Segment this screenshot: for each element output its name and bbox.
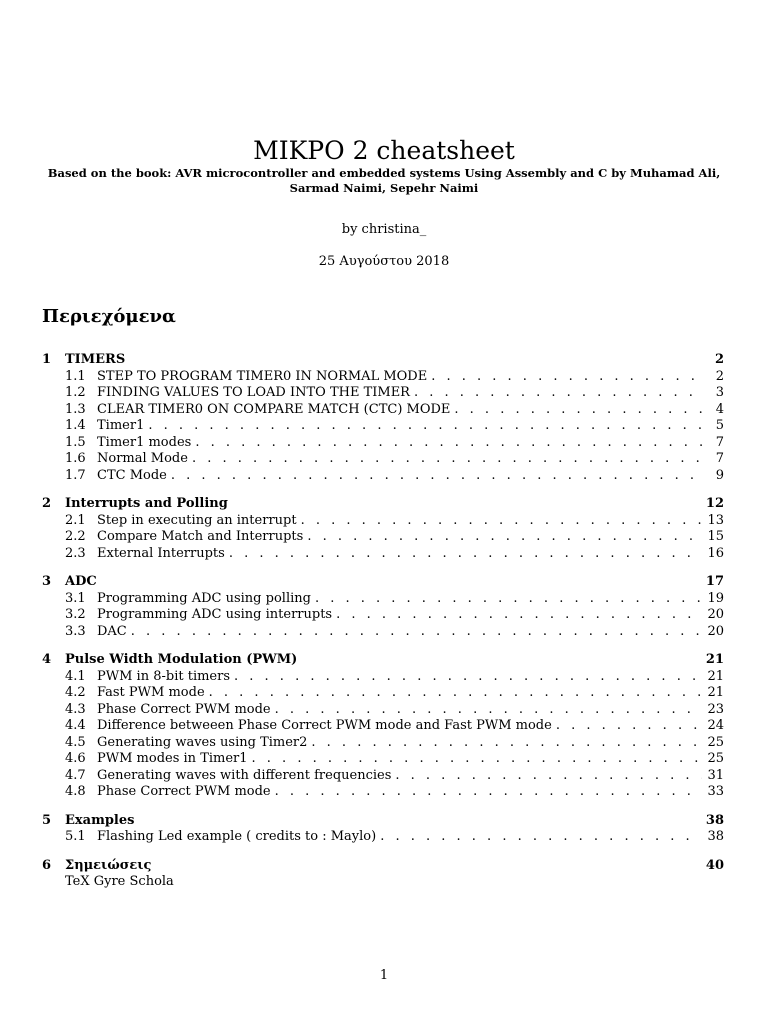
toc-dot-leader bbox=[311, 735, 702, 752]
toc-page-number: 21 bbox=[707, 685, 724, 700]
toc-entry-number: 3.1 bbox=[65, 590, 86, 606]
toc-page-number: 9 bbox=[715, 467, 724, 483]
toc-dot-leader bbox=[414, 385, 702, 402]
toc-section-number: 6 bbox=[42, 857, 52, 873]
toc-section-number: 2 bbox=[42, 496, 52, 511]
toc-dot-leader bbox=[209, 685, 702, 702]
toc-entry[interactable] bbox=[42, 468, 724, 485]
toc-section-entry[interactable] bbox=[42, 652, 724, 669]
page-number: 1 bbox=[379, 968, 389, 983]
toc-page-number: 3 bbox=[715, 385, 724, 400]
toc-dot-leader bbox=[234, 669, 702, 686]
toc-entry-number: 3.3 bbox=[65, 623, 86, 639]
toc-entry-title: Normal Mode bbox=[97, 451, 188, 466]
toc-entry-title: Generating waves with different frequencies bbox=[97, 767, 392, 783]
toc-section-title: Pulse Width Modulation (PWM) bbox=[65, 652, 298, 667]
toc-page-number: 16 bbox=[707, 545, 724, 561]
toc-page-number: 21 bbox=[707, 668, 724, 684]
toc-dot-leader bbox=[275, 702, 702, 719]
document-author: by christina_ bbox=[341, 222, 427, 237]
toc-entry-title: FINDING VALUES TO LOAD INTO THE TIMER bbox=[97, 385, 410, 400]
toc-entry-number: 1.6 bbox=[65, 451, 86, 466]
toc-section bbox=[42, 574, 724, 640]
toc-entry-number: 1.7 bbox=[65, 467, 86, 483]
toc-entry[interactable] bbox=[42, 435, 724, 452]
toc-entry[interactable] bbox=[42, 735, 724, 752]
toc-entry-number: 4.5 bbox=[65, 734, 86, 750]
toc-dot-leader bbox=[556, 718, 702, 735]
toc-entry-number: 4.7 bbox=[65, 767, 86, 783]
toc-page-number: 23 bbox=[707, 701, 724, 717]
toc-entry-number: 4.4 bbox=[65, 718, 86, 733]
toc-page-number: 7 bbox=[715, 451, 724, 466]
toc-entry-title: Compare Match and Interrupts bbox=[97, 529, 304, 544]
toc-entry[interactable] bbox=[42, 624, 724, 641]
toc-entry[interactable] bbox=[42, 685, 724, 702]
toc-entry[interactable] bbox=[42, 513, 724, 530]
toc-dot-leader bbox=[395, 768, 702, 785]
toc-page-number: 17 bbox=[705, 574, 724, 589]
toc-heading: Περιεχόμενα bbox=[42, 306, 176, 327]
toc-entry-number: 2.2 bbox=[65, 529, 86, 544]
toc-section-number: 4 bbox=[42, 652, 52, 667]
toc-section bbox=[42, 496, 724, 562]
document-date: 25 Αυγούστου 2018 bbox=[318, 254, 450, 269]
toc-dot-leader bbox=[301, 513, 702, 530]
toc-entry-number: 2.3 bbox=[65, 545, 86, 561]
toc-section-entry[interactable] bbox=[42, 352, 724, 369]
toc-page-number: 38 bbox=[707, 829, 724, 844]
toc-entry[interactable] bbox=[42, 768, 724, 785]
toc-entry-title: External Interrupts bbox=[97, 545, 225, 561]
toc-entry-number: 3.2 bbox=[65, 607, 86, 622]
toc-entry-title: PWM modes in Timer1 bbox=[97, 751, 248, 766]
toc-entry-number: 4.3 bbox=[65, 701, 86, 717]
toc-section-entry[interactable] bbox=[42, 496, 724, 513]
toc-entry-title: PWM in 8-bit timers bbox=[97, 668, 231, 684]
toc-entry-title: Fast PWM mode bbox=[97, 685, 205, 700]
toc-section-number: 3 bbox=[42, 574, 52, 589]
toc-page-number: 21 bbox=[705, 652, 724, 667]
toc-entry[interactable] bbox=[42, 451, 724, 468]
toc-dot-leader bbox=[171, 468, 702, 485]
toc-page-number: 38 bbox=[705, 812, 724, 828]
toc-dot-leader bbox=[275, 784, 702, 801]
toc-entry-number: 1.1 bbox=[65, 368, 86, 384]
toc-entry[interactable] bbox=[42, 784, 724, 801]
toc-page-number: 31 bbox=[707, 767, 724, 783]
toc-page-number: 2 bbox=[714, 352, 724, 367]
toc-dot-leader bbox=[148, 418, 702, 435]
toc-page-number: 20 bbox=[707, 623, 724, 639]
toc-entry-title: Timer1 bbox=[97, 418, 145, 433]
toc-entry-title: DAC bbox=[97, 623, 127, 639]
toc-entry-title: STEP TO PROGRAM TIMER0 IN NORMAL MODE bbox=[97, 368, 428, 384]
toc-dot-leader bbox=[380, 829, 702, 846]
toc-dot-leader bbox=[131, 624, 702, 641]
toc-entry-number: 4.2 bbox=[65, 685, 86, 700]
title-block bbox=[0, 136, 768, 196]
toc-entry-number: 1.2 bbox=[65, 385, 86, 400]
toc-dot-leader bbox=[229, 546, 702, 563]
toc-page-number: 33 bbox=[707, 784, 724, 799]
toc-entry-title: Flashing Led example ( credits to : Maylo) bbox=[97, 829, 377, 844]
toc-dot-leader bbox=[192, 451, 702, 468]
toc-entry[interactable] bbox=[42, 385, 724, 402]
toc-entry[interactable] bbox=[42, 718, 724, 735]
toc-page-number: 7 bbox=[715, 434, 724, 450]
toc-entry[interactable] bbox=[42, 829, 724, 846]
toc-page-number: 20 bbox=[707, 607, 724, 622]
toc-dot-leader bbox=[336, 607, 702, 624]
toc-section-title: Interrupts and Polling bbox=[65, 496, 228, 511]
document-subtitle: Based on the book: AVR microcontroller and embedded systems Using Assembly and C by Muhamad Ali, Sarmad Naimi, Sepehr Naimi bbox=[47, 166, 721, 195]
toc-section-entry[interactable] bbox=[42, 813, 724, 830]
toc-page-number: 40 bbox=[705, 857, 724, 873]
toc-section-title: Σημειώσεις bbox=[65, 857, 152, 873]
toc-entry-title: Step in executing an interrupt bbox=[97, 512, 297, 528]
toc-entry-title: Timer1 modes bbox=[97, 434, 192, 450]
toc-section bbox=[42, 813, 724, 846]
toc-section bbox=[42, 858, 724, 891]
toc-page-number: 25 bbox=[707, 751, 724, 766]
toc-entry[interactable] bbox=[42, 751, 724, 768]
toc-section-entry[interactable] bbox=[42, 574, 724, 591]
toc-entry-number: 2.1 bbox=[65, 512, 86, 528]
toc-entry[interactable] bbox=[42, 418, 724, 435]
toc-entry-title: Programming ADC using interrupts bbox=[97, 607, 333, 622]
toc-entry-number: 1.4 bbox=[65, 418, 86, 433]
toc-dot-leader bbox=[195, 435, 702, 452]
toc-entry[interactable] bbox=[42, 546, 724, 563]
toc-dot-leader bbox=[315, 591, 702, 608]
toc-entry[interactable] bbox=[42, 669, 724, 686]
toc-section-title: TIMERS bbox=[65, 352, 126, 367]
toc-entry[interactable] bbox=[42, 529, 724, 546]
toc-entry-number: 1.5 bbox=[65, 434, 86, 450]
toc-page-number: 24 bbox=[707, 718, 724, 733]
toc-entry[interactable] bbox=[42, 607, 724, 624]
toc-entry-title: Difference betweeen Phase Correct PWM mode and Fast PWM mode bbox=[97, 718, 552, 733]
toc-entry[interactable] bbox=[42, 402, 724, 419]
toc-page-number: 25 bbox=[707, 734, 724, 750]
toc-entry-number: 4.8 bbox=[65, 784, 86, 799]
toc-page-number: 13 bbox=[707, 512, 724, 528]
toc-entry[interactable] bbox=[42, 591, 724, 608]
document-title: MIKPO 2 cheatsheet bbox=[253, 136, 515, 165]
toc-page-number: 5 bbox=[715, 418, 724, 433]
toc-page-number: 19 bbox=[707, 590, 724, 606]
toc-page-number: 2 bbox=[715, 368, 724, 384]
toc-entry-title: Generating waves using Timer2 bbox=[97, 734, 308, 750]
toc-dot-leader bbox=[307, 529, 702, 546]
toc-section-number: 5 bbox=[42, 812, 52, 828]
toc-entry-number: 5.1 bbox=[65, 829, 86, 844]
toc-entry-title: Phase Correct PWM mode bbox=[97, 701, 271, 717]
toc-entry-number: 4.1 bbox=[65, 668, 86, 684]
toc-section bbox=[42, 352, 724, 484]
toc-section-entry[interactable] bbox=[42, 858, 724, 875]
toc-entry[interactable] bbox=[42, 369, 724, 386]
toc-entry-title: Programming ADC using polling bbox=[97, 590, 311, 606]
toc-entry-title: CLEAR TIMER0 ON COMPARE MATCH (CTC) MODE bbox=[97, 401, 451, 417]
toc-dot-leader bbox=[431, 369, 702, 386]
table-of-contents bbox=[42, 352, 724, 903]
toc-entry-number: 1.3 bbox=[65, 401, 86, 417]
toc-entry-title: CTC Mode bbox=[97, 467, 167, 483]
toc-page-number: 15 bbox=[707, 529, 724, 544]
toc-section-title: ADC bbox=[65, 574, 97, 589]
toc-entry-number: 4.6 bbox=[65, 751, 86, 766]
toc-section-number: 1 bbox=[42, 352, 52, 367]
toc-entry-title: Phase Correct PWM mode bbox=[97, 784, 271, 799]
toc-page-number: 4 bbox=[715, 401, 724, 417]
toc-dot-leader bbox=[252, 751, 702, 768]
toc-section bbox=[42, 652, 724, 801]
toc-entry[interactable] bbox=[42, 702, 724, 719]
toc-note: TeX Gyre Schola bbox=[65, 874, 174, 889]
toc-dot-leader bbox=[454, 402, 702, 419]
toc-section-title: Examples bbox=[65, 812, 135, 828]
toc-page-number: 12 bbox=[705, 496, 724, 511]
